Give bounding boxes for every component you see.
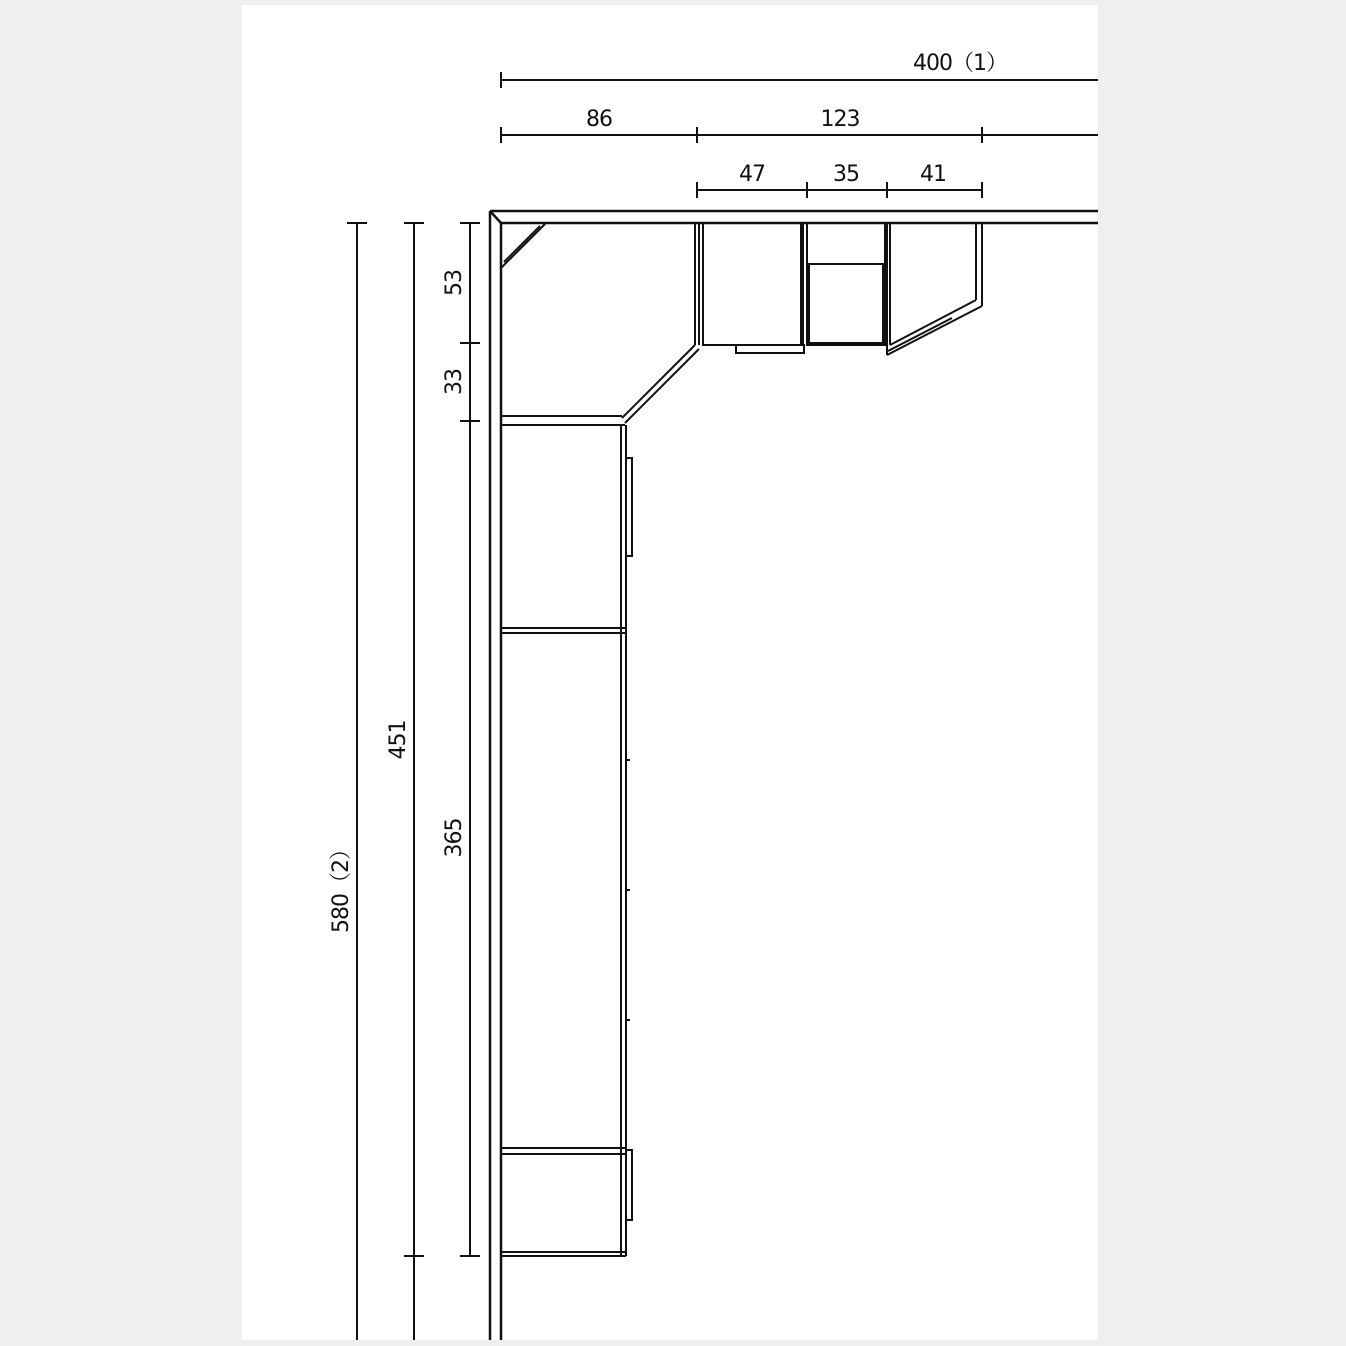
dim-label-segment-b: 123 (820, 107, 860, 132)
dim-label-sub-b: 35 (833, 162, 859, 187)
dim-label-segment-a: 86 (586, 107, 612, 132)
dim-label-overall-depth: 580（2） (329, 839, 354, 933)
dim-label-sub-c: 41 (920, 162, 946, 187)
dim-label-overall-width: 400（1） (913, 51, 1007, 76)
dim-label-seg-long: 365 (442, 818, 467, 858)
dim-label-run: 451 (386, 720, 411, 760)
dim-label-seg-top: 53 (442, 270, 467, 296)
dim-label-seg-mid: 33 (442, 369, 467, 395)
drawing-paper (242, 5, 1098, 1340)
dim-label-sub-a: 47 (739, 162, 765, 187)
